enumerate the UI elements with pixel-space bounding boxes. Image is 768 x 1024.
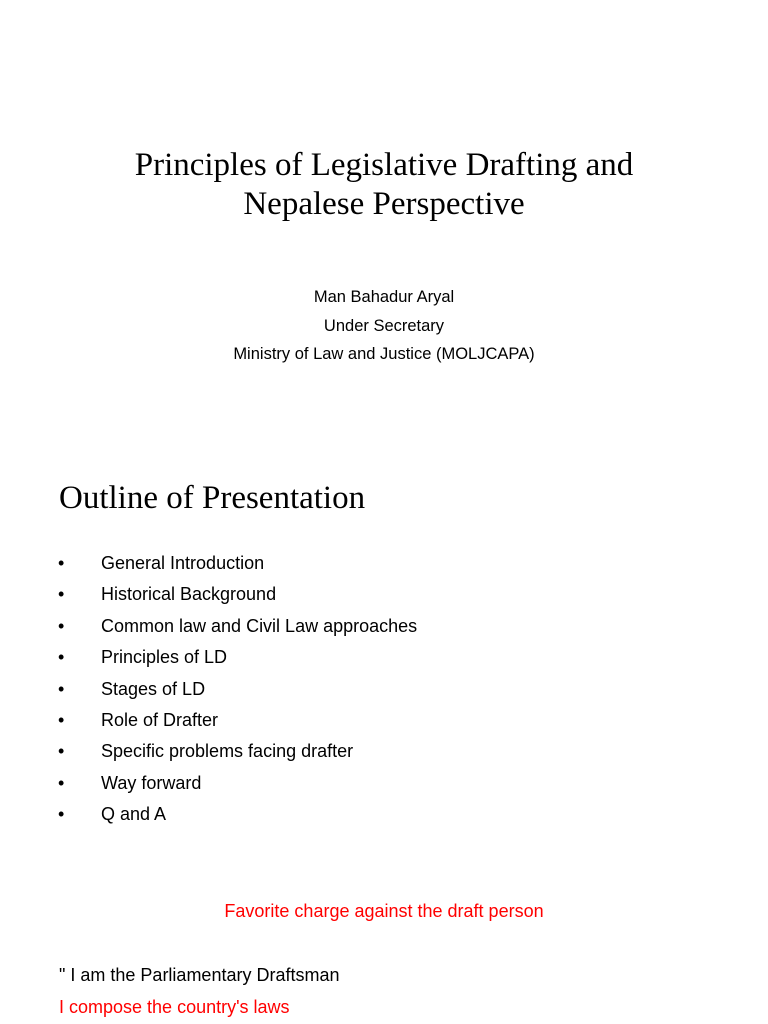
presenter-organization: Ministry of Law and Justice (MOLJCAPA): [233, 345, 535, 363]
list-item-label: Principles of LD: [101, 647, 228, 668]
list-item-label: Historical Background: [101, 584, 277, 605]
bullet-icon: •: [58, 615, 65, 636]
bullet-icon: •: [58, 647, 65, 668]
bullet-icon: •: [58, 678, 65, 699]
list-item-label: Stages of LD: [101, 678, 206, 699]
list-item-label: Way forward: [101, 772, 202, 793]
list-item-label: Specific problems facing drafter: [101, 741, 354, 762]
list-item-label: Q and A: [101, 804, 167, 825]
presentation-title: [0, 146, 768, 224]
title-line-2: Nepalese Perspective: [243, 186, 525, 222]
list-item-label: General Introduction: [101, 553, 265, 573]
list-item-label: Common law and Civil Law approaches: [101, 615, 418, 636]
quote-line-2: I compose the country's laws: [59, 997, 290, 1017]
bullet-icon: •: [58, 741, 65, 762]
title-slide: [0, 0, 768, 448]
outline-title: Outline of Presentation: [59, 480, 366, 516]
bullet-icon: •: [58, 709, 65, 730]
presenter-name: Man Bahadur Aryal: [313, 288, 455, 306]
quote-slide: [0, 846, 768, 1024]
bullet-icon: •: [58, 553, 65, 573]
list-item-label: Role of Drafter: [101, 709, 219, 730]
quote-heading: Favorite charge against the draft person: [224, 901, 544, 921]
presenter-info: [0, 283, 768, 369]
bullet-icon: •: [58, 584, 65, 605]
bullet-icon: •: [58, 804, 65, 825]
bullet-icon: •: [58, 772, 65, 793]
quote-line-1: " I am the Parliamentary Draftsman: [59, 965, 340, 985]
outline-slide: [0, 448, 768, 846]
title-line-1: Principles of Legislative Drafting and: [134, 147, 634, 183]
presenter-position: Under Secretary: [323, 316, 445, 335]
